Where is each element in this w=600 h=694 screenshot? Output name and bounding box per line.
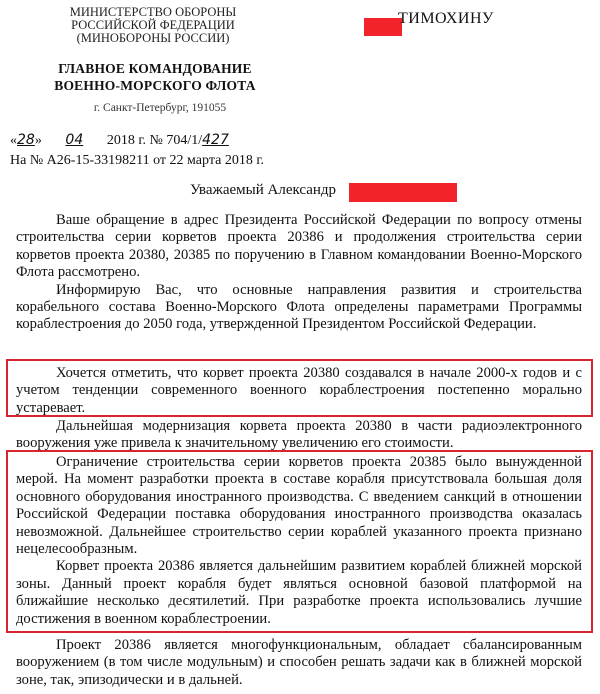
- paragraph: Ваше обращение в адрес Президента Российской Федерации по вопросу отмены строительства серии корветов проекта 20386 и продолжения строительства серии корветов проекта 20380, 20385 по поручению в Главном командовании Военно-Морского Флота рассмотрено.: [16, 212, 582, 281]
- paragraph: Хочется отметить, что корвет проекта 20380 создавался в начале 2000-х годов и с учетом тенденции современного военного кораблестроения постепенно морально устаревает.: [16, 365, 582, 416]
- redaction-bar: [364, 18, 402, 36]
- recipient-block: [356, 6, 546, 38]
- command-line: ГЛАВНОЕ КОМАНДОВАНИЕ: [58, 61, 252, 76]
- date-year: 2018 г. №: [106, 133, 163, 148]
- command-line: ВОЕННО-МОРСКОГО ФЛОТА: [54, 78, 256, 93]
- paragraph: Корвет проекта 20386 является дальнейшим развитием кораблей ближней морской зоны. Данный проект корабля будет являться основной базовой платформой на ближайшие несколько десятилетий. При разработке проекта использовались лучшие достижения в военном кораблестроении.: [16, 558, 582, 627]
- ministry-header: [38, 6, 268, 45]
- recipient-name: ТИМОХИНУ: [398, 10, 494, 27]
- salutation-text: Уважаемый Александр: [190, 182, 337, 198]
- paragraph: Ограничение строительства серии корветов проекта 20385 было вынужденной мерой. На момент разработки проекта в составе корабля присутствовала большая доля основного оборудования иностранного производства. С введением санкций в отношении Российской Федерации поставка оборудования иностранного производства оказалась невозможной. Дальнейшее строительство серии кораблей указанного проекта признано нецелесообразным.: [16, 454, 582, 558]
- reference-line: На № А26-15-33198211 от 22 марта 2018 г.: [10, 153, 264, 168]
- highlight-box: [6, 450, 593, 633]
- ministry-line: МИНИСТЕРСТВО ОБОРОНЫ: [69, 5, 237, 19]
- letter-body-end: [16, 637, 582, 689]
- quote-close: »: [34, 133, 42, 148]
- city-address: г. Санкт-Петербург, 191055: [93, 102, 227, 114]
- redaction-bar: [349, 183, 457, 202]
- command-header: [20, 60, 290, 94]
- letter-body-middle: [16, 418, 582, 453]
- date-month: 04: [65, 132, 84, 148]
- salutation: [190, 182, 336, 199]
- date-day: 28: [17, 132, 35, 148]
- ministry-line: (МИНОБОРОНЫ РОССИИ): [76, 31, 230, 45]
- quote-open: «: [10, 133, 17, 148]
- paragraph: Проект 20386 является многофункциональным, обладает сбалансированным вооружением (в том числе модульным) и способен решать задачи как в ближней морской зоне, так, эпизодически и в дальней.: [16, 637, 582, 688]
- paragraph: Информирую Вас, что основные направления развития и строительства корабельного состава Военно-Морского Флота определены параметрами Программы кораблестроения до 2050 года, утвержденной Президентом Российской Федерации.: [16, 281, 582, 333]
- number-printed: 704/1/: [166, 133, 203, 148]
- ministry-line: РОССИЙСКОЙ ФЕДЕРАЦИИ: [71, 18, 235, 32]
- paragraph: Дальнейшая модернизация корвета проекта 20380 в части радиоэлектронного вооружения уже привела к значительному увеличению его стоимости.: [16, 418, 582, 452]
- date-month-field: [45, 132, 103, 149]
- number-handwritten: 427: [202, 132, 229, 148]
- highlight-box: [6, 359, 593, 417]
- date-line: [10, 132, 229, 149]
- letter-body: [16, 212, 582, 334]
